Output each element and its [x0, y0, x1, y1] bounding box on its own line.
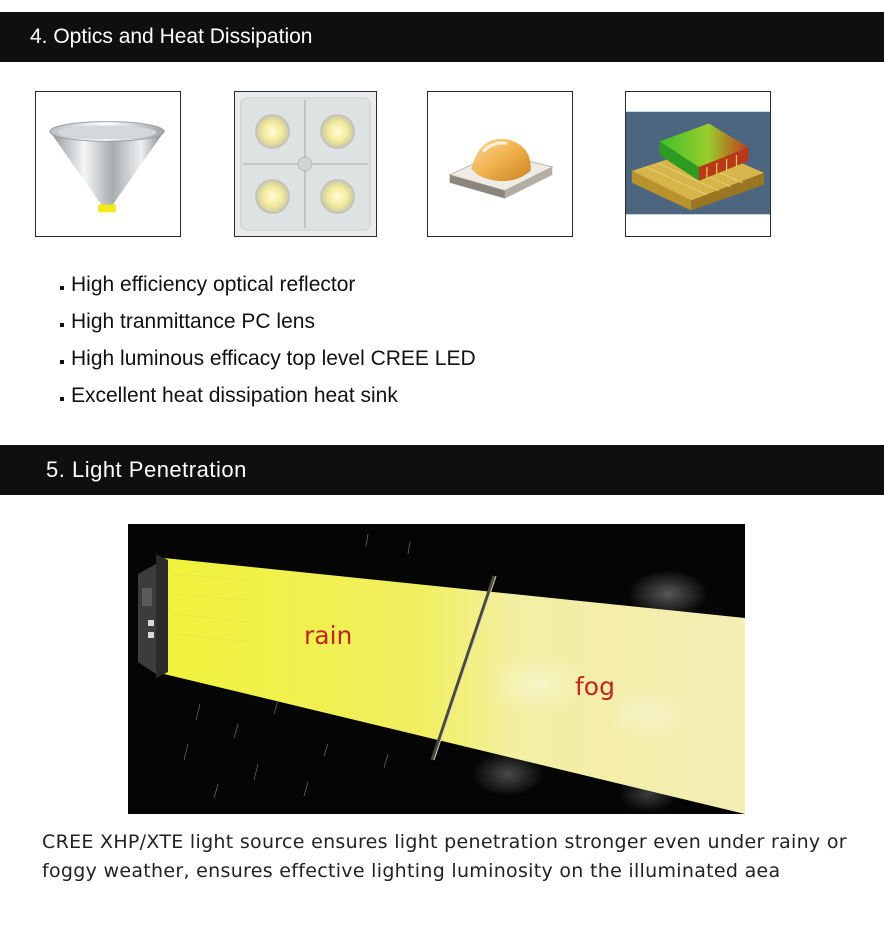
- light-penetration-illustration: [128, 524, 745, 814]
- thumbnail-cree-led: [427, 91, 573, 237]
- thumbnail-reflector: [35, 91, 181, 237]
- section-title: 5. Light Penetration: [46, 457, 247, 482]
- fog-label: fog: [575, 672, 615, 701]
- pc-lens-icon: [235, 92, 376, 236]
- thumbnail-heat-sink: [625, 91, 771, 237]
- section-header-penetration: [0, 445, 884, 495]
- list-item: High luminous efficacy top level CREE LED: [60, 340, 476, 377]
- list-item: Excellent heat dissipation heat sink: [60, 377, 476, 414]
- thumbnail-pc-lens: [234, 91, 377, 237]
- rain-label: rain: [304, 621, 353, 650]
- bullet-icon: [60, 323, 64, 327]
- light-beam-icon: [128, 524, 745, 814]
- section-header-optics: [0, 12, 884, 62]
- bullet-icon: [60, 286, 64, 290]
- section-title: 4. Optics and Heat Dissipation: [30, 25, 313, 48]
- cree-led-icon: [428, 92, 572, 236]
- heat-sink-icon: [626, 92, 770, 236]
- list-item: High tranmittance PC lens: [60, 303, 476, 340]
- feature-list: [60, 266, 476, 414]
- list-item: High efficiency optical reflector: [60, 266, 476, 303]
- bullet-icon: [60, 360, 64, 364]
- reflector-icon: [36, 92, 180, 236]
- bullet-icon: [60, 397, 64, 401]
- penetration-caption: CREE XHP/XTE light source ensures light penetration stronger even under rainy or foggy weather, ensures effective lighting luminosity on the illuminated aea: [42, 831, 847, 882]
